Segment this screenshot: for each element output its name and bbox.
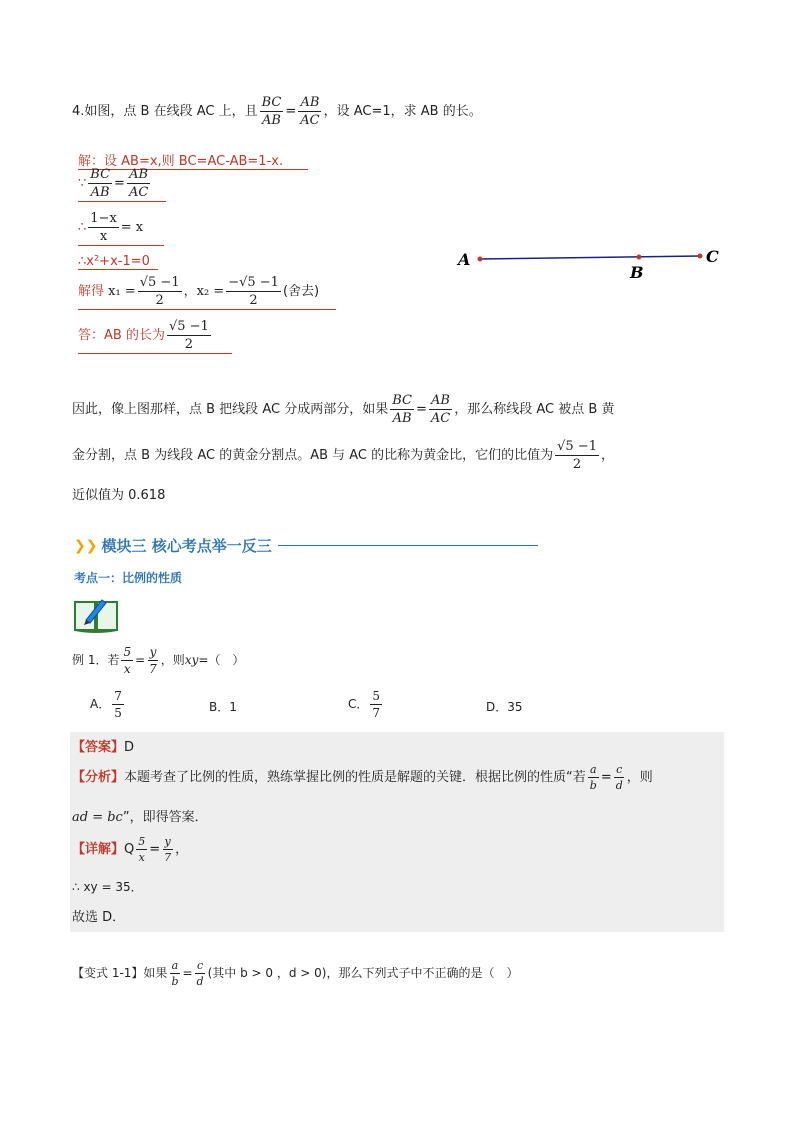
subsection-title: 考点一：比例的性质 bbox=[74, 571, 183, 585]
detail-line-2: ∴ xy = 35． bbox=[72, 880, 143, 894]
solution-line-6: 答：AB 的长为 $\frac{√5 -1}{2}$ bbox=[78, 320, 232, 354]
segment-figure bbox=[450, 240, 730, 285]
analysis-line-1: 【分析】本题考查了比例的性质，熟练掌握比例的性质是解题的关键．根据比例的性质“若 $\frac{a}{b}$ = $\frac{c}{d}$ ，则 bbox=[72, 763, 653, 792]
problem-fraction-2: $\frac{AB}{AC}$ bbox=[300, 95, 320, 128]
analysis-line-2: ad = bc”，即得答案． bbox=[72, 810, 208, 825]
problem-suffix: ，设 AC=1，求 AB 的长。 bbox=[323, 104, 482, 119]
answer-line bbox=[72, 736, 134, 755]
point-a bbox=[478, 257, 483, 262]
book-pencil-icon bbox=[72, 594, 120, 634]
segment-ac bbox=[480, 256, 700, 259]
solution-line-2: ∵ $\frac{BC}{AB}$ = $\frac{AB}{AC}$ bbox=[78, 168, 166, 202]
section-rule bbox=[278, 545, 538, 546]
label-c: C bbox=[706, 247, 719, 266]
solution-line-3: ∴ $\frac{1-x}{x}$ = x bbox=[78, 212, 164, 246]
section-heading bbox=[74, 535, 538, 556]
solution-line-4: ∴x²+x-1=0 bbox=[78, 254, 158, 270]
point-c bbox=[698, 254, 703, 259]
label-b: B bbox=[630, 263, 644, 282]
problem-fraction-1: $\frac{BC}{AB}$ bbox=[261, 95, 282, 128]
detail-line-3: 故选 D． bbox=[72, 910, 126, 925]
option-d[interactable]: D．35 bbox=[486, 700, 523, 714]
answer-tag: 【答案】 bbox=[72, 740, 125, 755]
variant-1-1: 【变式 1-1】如果 $\frac{a}{b}$ = $\frac{c}{d}$ (其中 b > 0 ，d > 0)，那么下列式子中不正确的是（ ） bbox=[72, 959, 519, 988]
option-b[interactable]: B．1 bbox=[209, 700, 237, 714]
label-a: A bbox=[458, 250, 471, 269]
problem-statement: 4.如图，点 B 在线段 AC 上，且 $\frac{BC}{AB}$ = $\frac{AB}{AC}$ ，设 AC=1，求 AB 的长。 bbox=[72, 95, 482, 128]
option-a[interactable]: A． $\frac{7}{5}$ bbox=[90, 689, 122, 720]
golden-paragraph-line-1: 因此，像上图那样，点 B 把线段 AC 分成两部分，如果 $\frac{BC}{AB}$ = $\frac{AB}{AC}$ ，那么称线段 AC 被点 B 黄 bbox=[72, 393, 615, 426]
problem-prefix: 4.如图，点 B 在线段 AC 上，且 bbox=[72, 104, 258, 119]
solution-line-5: 解得 x₁ = $\frac{√5 -1}{2}$ ，x₂ = $\frac{-√5 -1}{2}$ (舍去) bbox=[78, 276, 336, 310]
golden-paragraph-line-2: 金分割，点 B 为线段 AC 的黄金分割点。AB 与 AC 的比称为黄金比，它们的比值为 $\frac{√5 -1}{2}$ ， bbox=[72, 439, 615, 472]
option-c[interactable]: C． $\frac{5}{7}$ bbox=[348, 689, 381, 720]
detail-line-1: 【详解】Q $\frac{5}{x}$ = $\frac{y}{7}$ ， bbox=[72, 835, 189, 864]
double-chevron-icon: ❯❯ bbox=[74, 537, 98, 554]
answer-value: D bbox=[124, 740, 135, 755]
answer-panel bbox=[70, 732, 724, 932]
example-1: 例 1．若 $\frac{5}{x}$ = $\frac{y}{7}$ ，则xy=（ ） bbox=[72, 645, 245, 676]
solution-line-1: 解：设 AB=x,则 BC=AC-AB=1-x. bbox=[78, 150, 308, 170]
golden-paragraph-line-3: 近似值为 0.618 bbox=[72, 488, 166, 503]
point-b bbox=[637, 255, 642, 260]
section-title: 模块三 核心考点举一反三 bbox=[101, 537, 272, 555]
